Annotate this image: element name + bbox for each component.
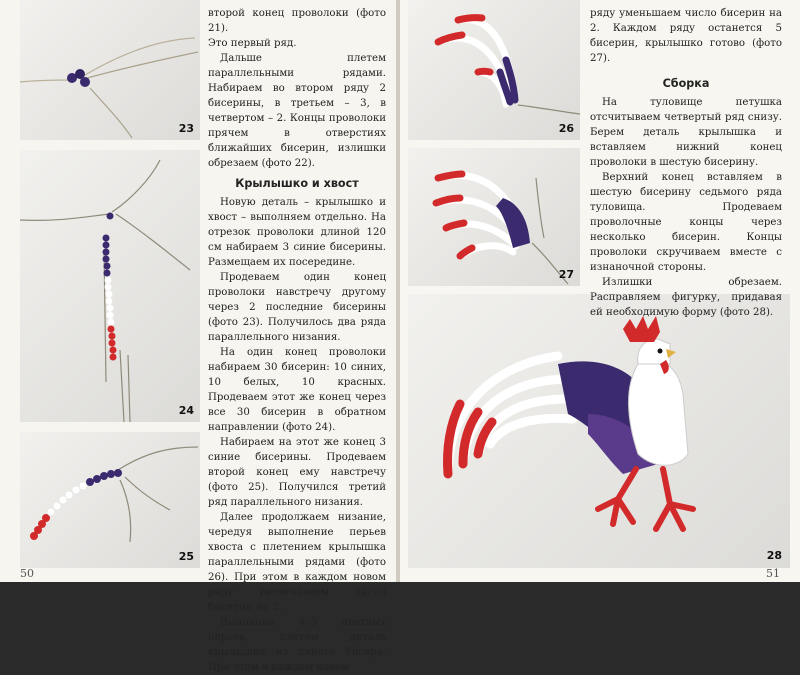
- photo-23-number: 23: [178, 122, 194, 135]
- left-text-line-2: Это первый ряд.: [208, 38, 297, 49]
- right-text-paragraph-1: На туловище петушка отсчитываем четвертый ряд снизу. Берем деталь крылышка и вставляем нижний конец проволоки в шестую бисерину.: [590, 97, 782, 168]
- photo-26: [408, 0, 580, 140]
- photo-25: [20, 432, 200, 568]
- page-number-left: 50: [20, 567, 34, 580]
- right-page: [400, 0, 800, 582]
- photo-24-image: [20, 150, 200, 422]
- photo-27-number: 27: [558, 268, 574, 281]
- photo-28-number: 28: [766, 549, 782, 562]
- photo-27-image: [408, 148, 580, 286]
- photo-26-number: 26: [558, 122, 574, 135]
- left-text-paragraph-0: Дальше плетем параллельными рядами. Набираем во втором ряду 2 бисерины, в третьем – 3, в четвертом – 2. Концы проволоки прячем в отверстиях ближайших бисерин, излишки обрезаем (фото 22).: [208, 53, 386, 169]
- photo-24: [20, 150, 200, 422]
- photo-25-image: [20, 432, 200, 568]
- left-text-column: [208, 6, 386, 675]
- right-text-paragraph-2: Верхний конец вставляем в шестую бисерину седьмого ряда туловища. Продеваем проволочные концы через несколько бисерин. Концы проволоки скручиваем вместе с изнаночной стороны.: [590, 172, 782, 273]
- photo-27: [408, 148, 580, 286]
- photo-28: [408, 294, 790, 568]
- left-text-paragraph-1: Новую деталь – крылышко и хвост – выполняем отдельно. На отрезок проволоки длиной 120 см набираем 3 синие бисерины. Размещаем их посередине.: [208, 197, 386, 268]
- left-text-paragraph-6: Выполнив 4–5 цветных перьев, плетем деталь крылышка из синего бисера. При этом в каждом новом: [208, 617, 386, 673]
- left-text-paragraph-2: Продеваем один конец проволоки навстречу другому через 2 последние бисерины (фото 23). Получилось два ряда параллельного низания.: [208, 272, 386, 343]
- left-text-paragraph-3: На один конец проволоки набираем 30 бисерин: 10 синих, 10 белых, 10 красных. Продеваем этот же конец через все 30 бисерин в обратном направлении (фото 24).: [208, 347, 386, 433]
- left-text-paragraph-4: Набираем на этот же конец 3 синие бисерины. Продеваем второй конец ему навстречу (фото 25). Получился третий ряд параллельного низания.: [208, 437, 386, 508]
- section-heading-wing-tail: Крылышко и хвост: [235, 177, 359, 190]
- page-number-right: 51: [766, 567, 780, 580]
- photo-23: [20, 0, 200, 140]
- photo-25-number: 25: [178, 550, 194, 563]
- photo-23-image: [20, 0, 200, 140]
- right-text-line-1: ряду уменьшаем число бисерин на 2. Каждом ряду останется 5 бисерин, крылышко готово (фото 27).: [590, 8, 782, 64]
- photo-28-image: [408, 294, 790, 568]
- section-heading-assembly: Сборка: [662, 77, 710, 90]
- left-page: [0, 0, 396, 673]
- right-text-column: [590, 6, 782, 320]
- left-text-line-1: второй конец проволоки (фото 21).: [208, 8, 386, 34]
- photo-26-image: [408, 0, 580, 140]
- right-text-paragraph-3: Излишки обрезаем. Расправляем фигурку, придавая ей необходимую форму (фото 28).: [590, 277, 782, 318]
- photo-24-number: 24: [178, 404, 194, 417]
- left-text-paragraph-5: Далее продолжаем низание, чередуя выполнение перьев хвоста с плетением крылышка параллельными рядами (фото 26). При этом в каждом новом ряду увеличиваем число бисерин на 2.: [208, 512, 386, 613]
